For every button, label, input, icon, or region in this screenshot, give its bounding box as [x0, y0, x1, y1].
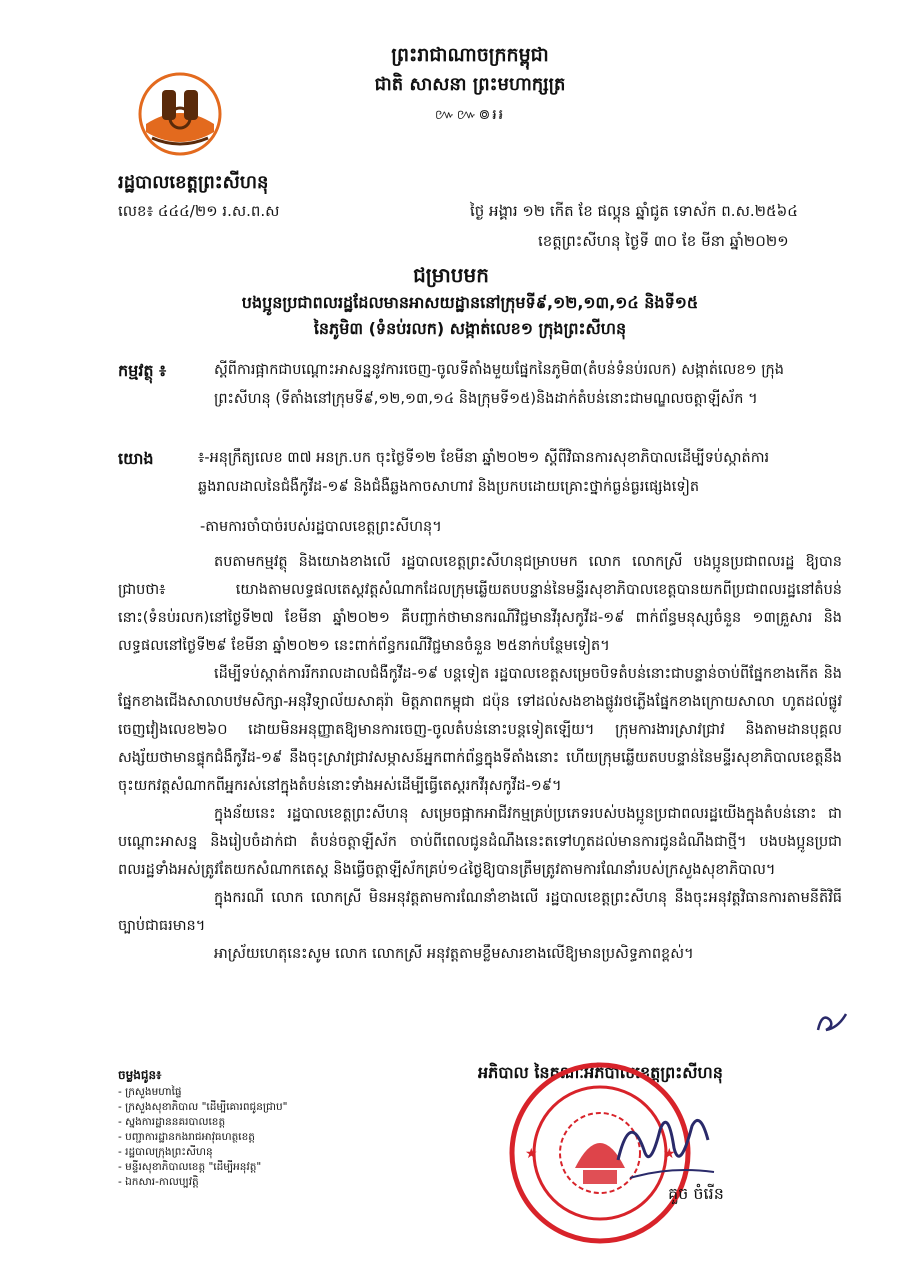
body-paragraph: ដើម្បីទប់ស្កាត់ការរីករាលដាលជំងឺកូវីដ-១៩ បន្តទៀត រដ្ឋបាលខេត្តសម្រេចបិទតំបន់នោះជាបន្ទាន់ចាប់ពីផ្នែកខាងកើត និងផ្នែកខាងជើងសាលាបឋមសិក្សា-អនុវិទ្យាល័យសាគុរ៉ា មិត្តភាពកម្ពុជា ជប៉ុន ទៅដល់សងខាងផ្លូវរថភ្លើងផ្នែកខាងក្រោយសាលា ហូតដល់ផ្លូវចេញវៀងលេខ២៦០ ដោយមិនអនុញ្ញាតឱ្យមានការចេញ-ចូលតំបន់នោះបន្តទៀតឡើយ។ ក្រុមការងារស្រាវជ្រាវ និងតាមដានបុគ្គលសង្ស័យថាមានផ្ទុកជំងឺកូវីដ-១៩ នឹងចុះស្រាវជ្រាវសម្ភាសន៍អ្នកពាក់ព័ន្ធក្នុងទីតាំងនោះ ហើយក្រុមឆ្លើយតបបន្ទាន់នៃមន្ទីរសុខាភិបាលខេត្តនឹងចុះយកវត្តសំណាកពីអ្នករស់នៅក្នុងតំបន់នោះទាំងអស់ដើម្បីធ្វើតេស្តរកវីរុសកូវីដ-១៩។	[118, 666, 842, 794]
references-section	[118, 444, 838, 502]
cc-title: ចម្លងជូន៖	[118, 1068, 162, 1082]
body-paragraph: តបតាមកម្មវត្ថុ និងយោងខាងលើ រដ្ឋបាលខេត្តព្រះសីហនុជម្រាបមក លោក លោកស្រី បងប្អូនប្រជាពលរដ្ឋ ឱ្យបានជ្រាបថា៖ យោងតាមលទ្ធផលតេស្តវត្តសំណាកដែលក្រុមឆ្លើយតបបន្ទាន់នៃមន្ទីរសុខាភិបាលខេត្តបានយកពីប្រជាពលរដ្ឋនៅតំបន់នោះ(ទំនប់រលក)នៅថ្ងៃទី២៧ ខែមីនា ឆ្នាំ២០២១ គឺបញ្ជាក់ថាមានករណីវិជ្ជមានវីរុសកូវីដ-១៩ ពាក់ព័ន្ធមនុស្សចំនួន ១៣គ្រួសារ និងលទ្ធផលនៅថ្ងៃទី២៩ ខែមីនា ឆ្នាំ២០២១ នេះពាក់ព័ន្ធករណីវិជ្ជមានចំនួន ២៥នាក់បន្ថែមទៀត។	[118, 554, 842, 654]
document-title: ជម្រាបមក	[413, 263, 489, 287]
body-paragraph: ក្នុងន័យនេះ រដ្ឋបាលខេត្តព្រះសីហនុ សម្រេចផ្អាកអាជីវកម្មគ្រប់ប្រភេទរបស់បងប្អូនប្រជាពលរដ្ឋយើងក្នុងតំបន់នោះ ជាបណ្តោះអាសន្ន និងរៀបចំដាក់ជា តំបន់ចត្តាឡីស័ក ចាប់ពីពេលជូនដំណឹងនេះតទៅហូតដល់មានការជូនដំណឹងជាថ្មី។ បងបងប្អូនប្រជាពលរដ្ឋទាំងអស់ត្រូវតែយកសំណាកតេស្ត និងធ្វើចត្តាឡីស័កគ្រប់១៤ថ្ងៃឱ្យបានត្រឹមត្រូវតាមការណែនាំរបស់ក្រសួងសុខាភិបាល។	[118, 806, 842, 878]
body-paragraph: ក្នុងករណី លោក លោកស្រី មិនអនុវត្តតាមការណែនាំខាងលើ រដ្ឋបាលខេត្តព្រះសីហនុ នឹងចុះអនុវត្តវិធានការតាមនីតិវិធីច្បាប់ជាធរមាន។	[118, 890, 842, 934]
svg-text:★: ★	[525, 1146, 538, 1162]
kingdom-name: ព្រះរាជាណាចក្រកម្ពុជា	[391, 44, 549, 66]
cc-item: - រដ្ឋបាលក្រុងព្រះសីហនុ	[118, 1145, 288, 1160]
subject-text: ស្តីពីការផ្អាកជាបណ្តោះអាសន្ននូវការចេញ-ចូលទីតាំងមួយផ្នែកនៃភូមិ៣(តំបន់ទំនប់រលក) សង្កាត់លេខ១ ក្រុងព្រះសីហនុ (ទីតាំងនៅក្រុមទី៩,១២,១៣,១៤ និងក្រុមទី១៥)និងដាក់តំបន់នោះជាមណ្ឌលចត្តាឡីស័ក ។	[214, 362, 784, 407]
cc-item: - ក្រសួងសុខាភិបាល "ដើម្បីគោរពជូនជ្រាប"	[118, 1100, 288, 1115]
recipient-line: នៃភូមិ៣ (ទំនប់រលក) សង្កាត់លេខ១ ក្រុងព្រះសីហនុ	[313, 319, 627, 338]
cc-item: - ស្នងការដ្ឋាននគរបាលខេត្ត	[118, 1115, 288, 1130]
initials-mark-icon	[812, 1008, 852, 1038]
subject-section	[118, 356, 838, 414]
reference-item: ៖-អនុក្រឹត្យលេខ ៣៧ អនក្រ.បក ចុះថ្ងៃទី១២ ខែមីនា ឆ្នាំ២០២១ ស្តីពីវិធានការសុខាភិបាលដើម្បីទប់ស្កាត់ការឆ្លងរាលដាលនៃជំងឺកូវីដ-១៩ និងជំងឺឆ្លងកាចសាហាវ និងប្រកបដោយគ្រោះថ្នាក់ធ្ងន់ធ្ងរផ្សេងទៀត	[198, 450, 770, 495]
reference-item: -តាមការចាំបាច់របស់រដ្ឋបាលខេត្តព្រះសីហនុ។	[200, 519, 442, 535]
subject-label: កម្មវត្ថុ ៖	[118, 361, 167, 380]
cc-list	[118, 1068, 288, 1190]
recipients	[120, 290, 820, 342]
recipient-line: បងប្អូនប្រជាពលរដ្ឋដែលមានអាសយដ្ឋាននៅក្រុមទី៩,១២,១៣,១៤ និងទី១៥	[241, 293, 699, 312]
body-paragraph: អាស្រ័យហេតុនេះសូម លោក លោកស្រី អនុវត្តតាមខ្លឹមសារខាងលើឱ្យមានប្រសិទ្ធភាពខ្ពស់។	[214, 946, 694, 962]
solar-date: ខេត្តព្រះសីហនុ ថ្ងៃទី ៣០ ខែ មីនា ឆ្នាំ២០២១	[538, 232, 789, 250]
signature-icon	[610, 1100, 720, 1190]
cc-item: - ឯកសារ-កាលប្បវត្តិ	[118, 1175, 288, 1190]
reference-number: លេខ៖ ៤៤៤/២១ រ.ស.ព.ស	[118, 202, 280, 220]
header-ornament: ៚៚៙៛៛	[434, 107, 506, 123]
cc-item: - បញ្ជាការដ្ឋានកងរាជអាវុធហត្ថខេត្ត	[118, 1130, 288, 1145]
signatory-title: អភិបាល នៃគណៈអភិបាលខេត្តព្រះសីហនុ	[478, 1063, 723, 1082]
national-motto: ជាតិ សាសនា ព្រះមហាក្សត្រ	[374, 74, 566, 95]
cc-items	[118, 1085, 288, 1190]
cc-item: - ក្រសួងមហាផ្ទៃ	[118, 1085, 288, 1100]
svg-text:★: ★	[663, 1146, 676, 1162]
cc-item: - មន្ទីរសុខាភិបាលខេត្ត "ដើម្បីអនុវត្ត"	[118, 1160, 288, 1175]
issuer-name: រដ្ឋបាលខេត្តព្រះសីហនុ	[118, 172, 269, 193]
references-label: យោង	[118, 449, 154, 468]
kingdom-header	[330, 40, 610, 130]
letter-body	[118, 548, 842, 968]
signatory-name: គួច ចំរើន	[668, 1184, 724, 1203]
provincial-logo-icon	[138, 72, 222, 156]
lunar-date: ថ្ងៃ អង្គារ ១២ កើត ខែ ផល្គុន ឆ្នាំជូត ទោស័ក ព.ស.២៥៦៤	[470, 202, 798, 220]
